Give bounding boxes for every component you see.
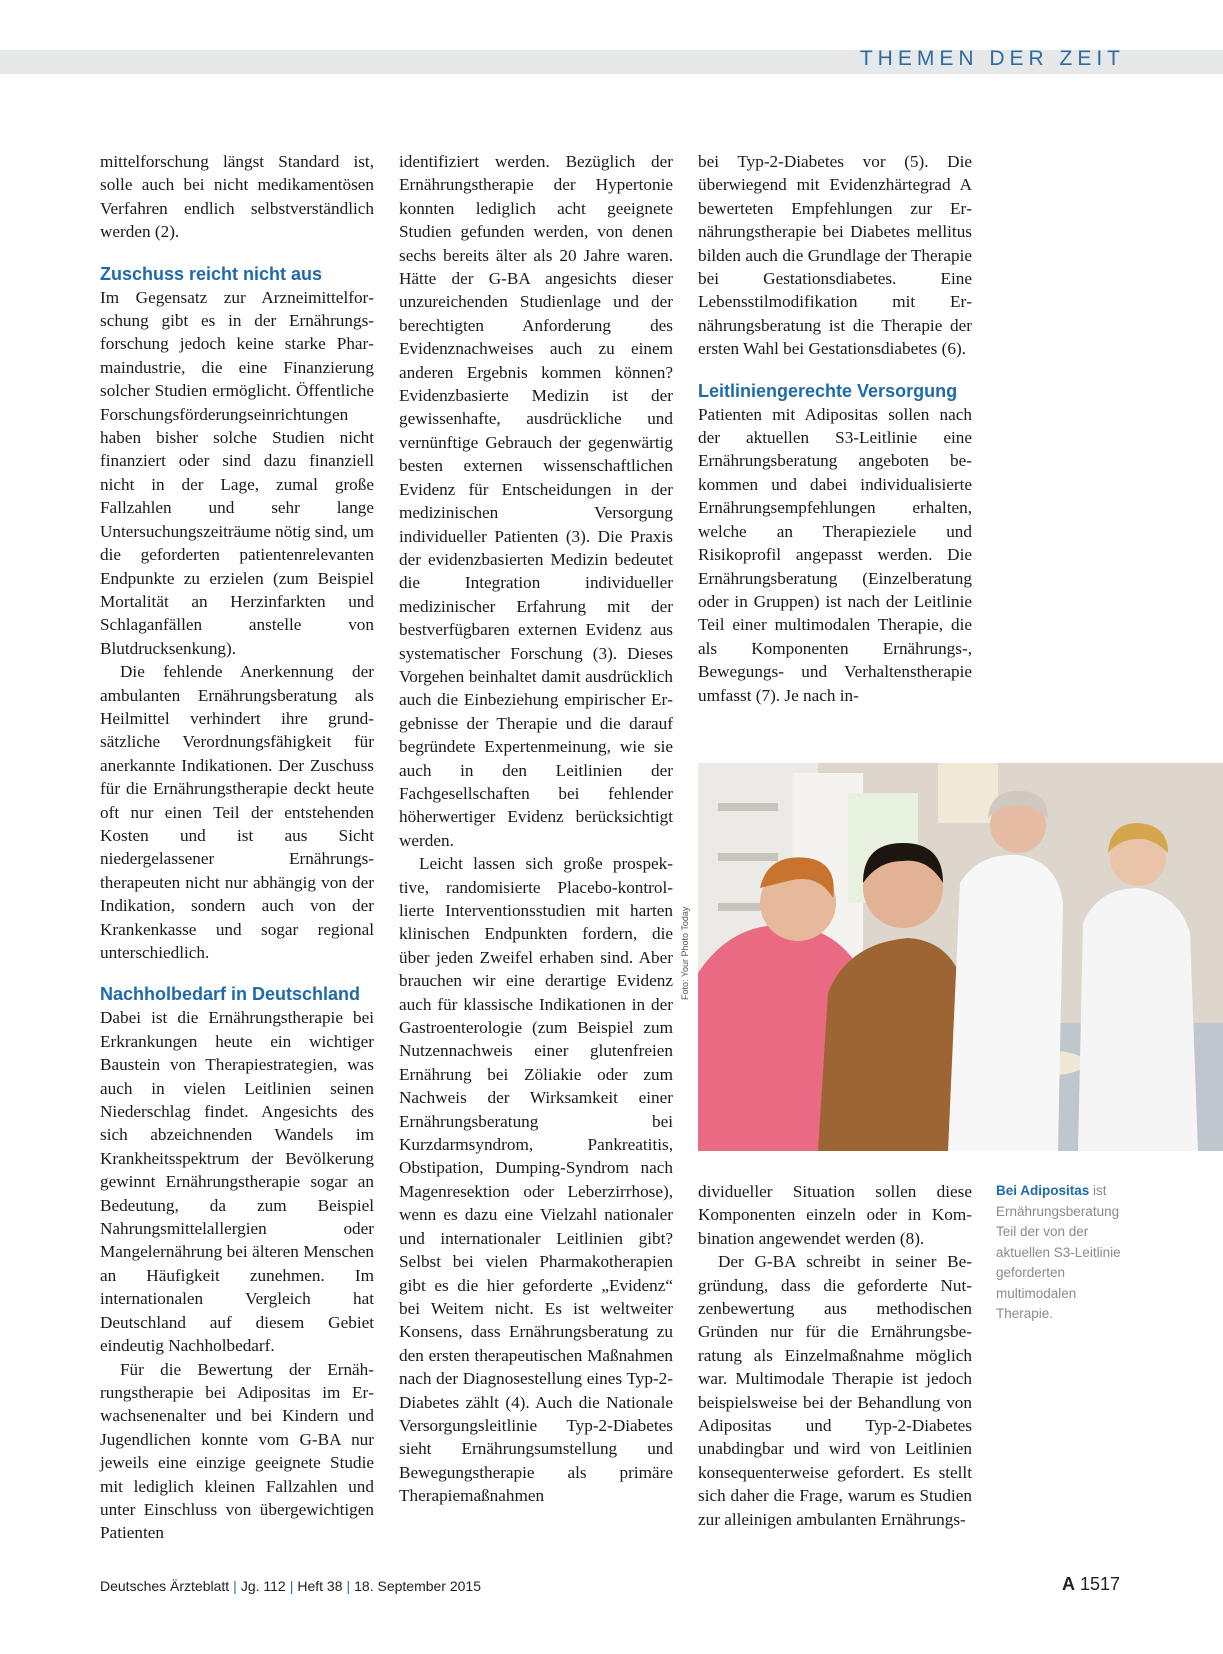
column-3: [698, 150, 972, 707]
subheading: Leitliniengerechte Versorgung: [698, 380, 958, 401]
column-2: [399, 150, 673, 1508]
article-photo: [698, 763, 1223, 1151]
paragraph: Der G-BA schreibt in seiner Begründung, dass die geforderte Nutzenbewertung aus methodischen Gründen nur für die Ernährungsberatung als Einzelmaßnahme möglich war. Multimodale Therapie ist jedoch beispielsweise bei der Behandlung von Adipositas und Typ-2-Diabetes unabdingbar und wird von Leitlinien konsequenterweise gefordert. Es stellt sich daher die Frage, warum es Studien zur alleinigen ambulanten Ernährungs-: [698, 1252, 972, 1529]
paragraph: Im Gegensatz zur Arzneimittelforschung gibt es in der Ernährungsforschung jedoch keine starke Pharmaindustrie, die eine Finanzierung solcher Studien ermöglicht. Öffentliche Forschungsförderungseinrichtungen haben bisher solche Studien nicht finanziert oder sind dazu finanziell nicht in der Lage, zumal große Fallzahlen und sehr lange Untersuchungszeiträume nötig sind, um die geforderten patientenrelevanten Endpunkte zu erzielen (zum Beispiel Mortalität an Herzinfarkten und Schlaganfällen anstelle von Blutdrucksenkung).: [100, 287, 374, 658]
photo-credit: Foto: Your Photo Today: [680, 906, 690, 1000]
footer-separator: |: [289, 1578, 294, 1594]
subheading: Nachholbedarf in Deutschland: [100, 984, 361, 1005]
journal-name: Deutsches Ärzteblatt: [100, 1578, 230, 1594]
section-title: THEMEN DER ZEIT: [859, 47, 1125, 70]
paragraph: bei Typ-2-Diabetes vor (5). Die überwiegend mit Evidenzhärtegrad A bewerteten Empfehlungen zur Ernährungstherapie bei Diabetes mellitus bilden auch die Grundlage der Therapie bei Gestationsdiabetes. Eine Lebensstilmodifikation mit Ernährungsberatung ist die Therapie der ersten Wahl bei Gestationsdiabetes (6).: [698, 152, 972, 359]
paragraph: Dabei ist die Ernährungstherapie bei Erkrankungen heute ein wichtiger Baustein von Therapiestrategien, was auch in vielen Leitlinien seinen Niederschlag findet. Angesichts des sich abzeichnenden Wandels im Krankheitsspektrum der Bevölkerung gewinnt Ernährungstherapie sogar an Bedeutung, da zum Beispiel Nahrungsmittelallergien oder Mangelernährung bei älteren Menschen an Häufigkeit zunehmen. Im internationalen Vergleich hat Deutschland auf diesem Gebiet eindeutig Nachholbedarf.: [100, 1008, 374, 1356]
caption-text: ist Ernährungsberatung Teil der von der aktuellen S3-Leitlinie geforderten multimodalen Therapie.: [996, 1183, 1121, 1321]
caption-lead: Bei Adipositas: [996, 1183, 1090, 1198]
photo-illustration: [698, 763, 1223, 1151]
publication-date: 18. September 2015: [354, 1578, 481, 1594]
paragraph: dividueller Situation sollen diese Komponenten einzeln oder in Kombination angewendet werden (8).: [698, 1182, 972, 1248]
photo-caption: [996, 1181, 1126, 1325]
paragraph: Leicht lassen sich große prospektive, randomisierte Placebo-kontrollierte Interventionsstudien mit harten klinischen Endpunkten fordern, die über jeden Zweifel erhaben sind. Aber brauchen wir eine derartige Evidenz auch für klassische Indikationen in der Gastroenterologie (zum Beispiel zum Nutzennachweis einer glutenfreien Ernährung bei Zöliakie oder zum Nachweis der Wirksamkeit einer Ernährungsberatung bei Kurzdarmsyndrom, Pankreatitis, Obstipation, Dumping-Syndrom nach Magenresektion oder Leberzirrhose), wenn es dazu eine Vielzahl nationaler und internationaler Leitlinien gibt? Selbst bei vielen Pharmakotherapien gibt es die hier geforderte „Evidenz“ bei Weitem nicht. Es ist weltweiter Konsens, dass Ernährungsberatung zu den ersten therapeutischen Maßnahmen nach der Diagnosestellung eines Typ-2-Diabetes zählt (4). Auch die Nationale Versorgungsleitlinie Typ-2-Diabetes sieht Ernährungsumstellung und Bewegungstherapie als primäre Therapiemaßnahmen: [399, 854, 673, 1506]
footer-separator: |: [233, 1578, 237, 1594]
paragraph: Für die Bewertung der Ernährungstherapie bei Adipositas im Erwachsenenalter und bei Kindern und Jugendlichen konnte vom G-BA nur jeweils eine einzige geeignete Studie mit lediglich kleinen Fallzahlen und unter Einschluss von übergewichtigen Patienten: [100, 1359, 374, 1543]
paragraph: identifiziert werden. Bezüglich der Ernährungstherapie der Hypertonie konnten lediglich acht geeignete Studien gefunden werden, von denen sechs bereits älter als 20 Jahre waren. Hätte der G-BA angesichts dieser unzureichenden Studienlage und der berechtigten Anforderung des Evidenznachweises auch zu einem anderen Ergebnis kommen können? Evidenzbasierte Medizin ist der gewissenhafte, ausdrückliche und vernünftige Gebrauch der gegenwärtig besten externen wissenschaftlichen Evidenz für Entscheidungen in der medizinischen Versorgung individueller Patienten (3). Die Praxis der evidenzbasierten Medizin bedeutet die Integration individueller medizinischer Erfahrung mit der bestverfügbaren externen Evidenz aus systematischer Forschung (3). Dieses Vorgehen beinhaltet damit ausdrücklich auch die Einbeziehung empirischer Ergebnisse der Therapie und die darauf begründete Expertenmeinung, wie sie auch in den Leitlinien der Fachgesellschaften bei fehlender höherwertiger Evidenz berücksichtigt werden.: [399, 152, 673, 850]
paragraph: Die fehlende Anerkennung der ambulanten Ernährungsberatung als Heilmittel verhindert ihre grundsätzliche Verordnungsfähigkeit für anerkannte Indikationen. Der Zuschuss für die Ernährungstherapie deckt heute oft nur einen Teil der entstehenden Kosten und ist aus Sicht niedergelassener Ernährungstherapeuten nicht nur abhängig von der Indikation, sondern auch von der Krankenkasse und sogar regional unterschiedlich.: [100, 662, 374, 962]
volume: Jg. 112: [240, 1578, 286, 1594]
paragraph: mittelforschung längst Standard ist, solle auch bei nicht medikamentösen Verfahren endlich selbstverständlich werden (2).: [100, 152, 374, 242]
page-footer: [100, 1578, 481, 1594]
page-prefix: A: [1061, 1574, 1075, 1594]
footer-separator: |: [346, 1578, 351, 1594]
column-1: [100, 150, 374, 1545]
column-3-continued: [698, 1180, 972, 1531]
issue: Heft 38: [297, 1578, 343, 1594]
page-number: [1062, 1574, 1120, 1595]
page-number-value: 1517: [1079, 1574, 1120, 1594]
paragraph: Patienten mit Adipositas sollen nach der aktuellen S3-Leitlinie eine Ernährungsberatung angeboten bekommen und dabei individualisierte Ernährungsempfehlungen erhalten, welche an Therapieziele und Risikoprofil angepasst werden. Die Ernährungsberatung (Einzelberatung oder in Gruppen) ist nach der Leitlinie Teil einer multimodalen Therapie, die als Komponenten Ernährungs-, Bewegungs- und Verhaltenstherapie umfasst (7). Je nach in-: [698, 404, 972, 705]
subheading: Zuschuss reicht nicht aus: [100, 263, 323, 284]
